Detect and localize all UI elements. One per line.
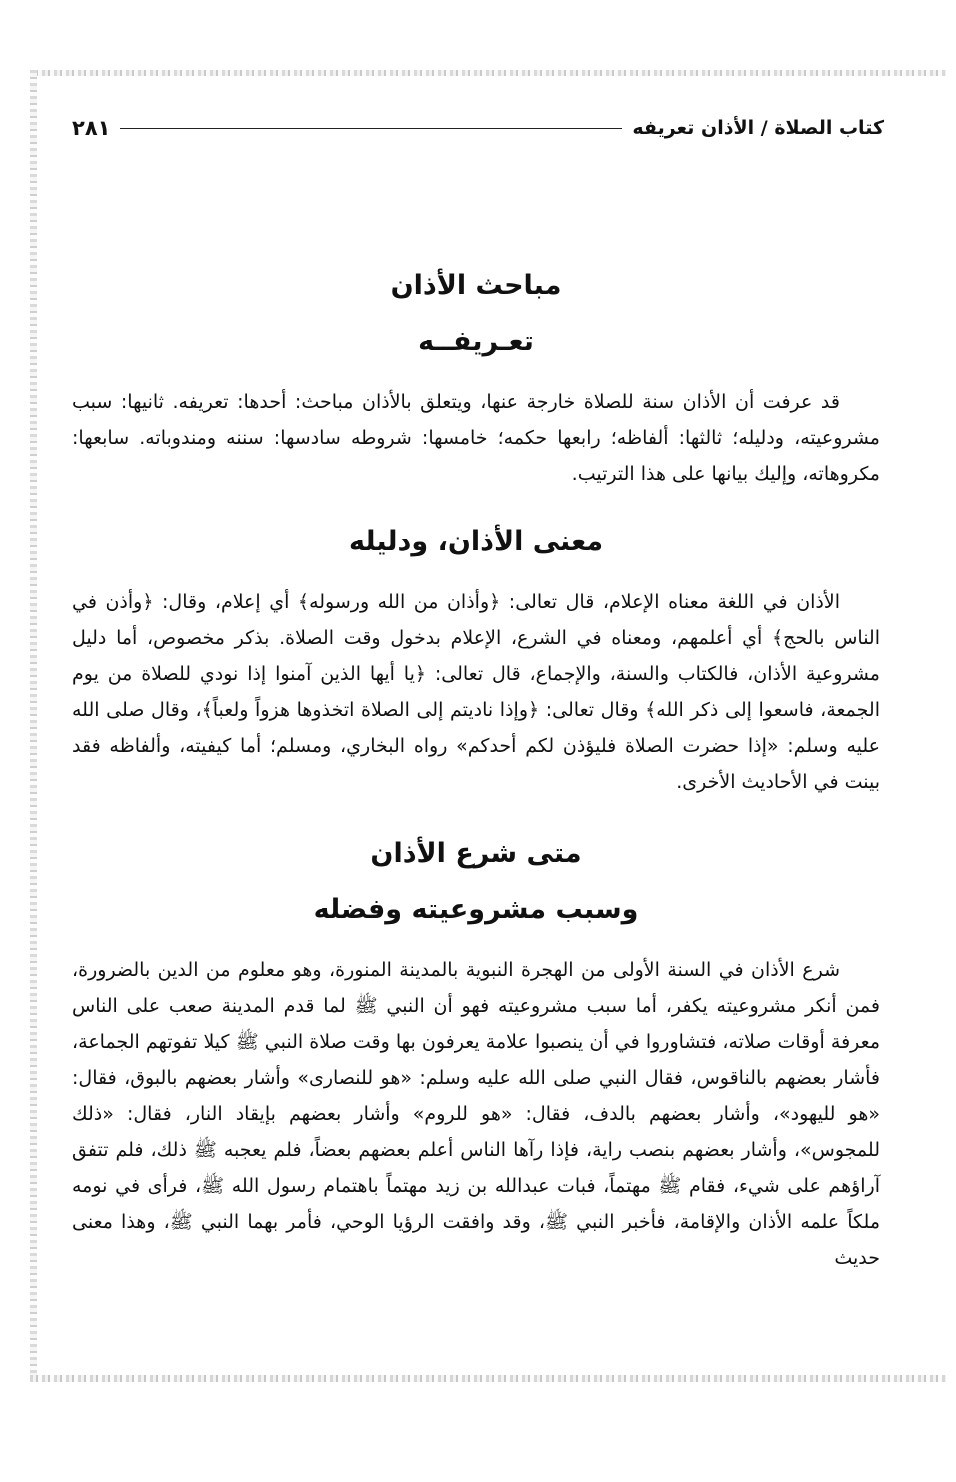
paragraph-history: شرع الأذان في السنة الأولى من الهجرة النبوية بالمدينة المنورة، وهو معلوم من الدين بالضرورة، فمن أنكر مشروعيته يكفر، أما سبب مشروعيته فهو أن النبي ﷺ لما قدم المدينة صعب على الناس معرفة أوقات صلاته، فتشاوروا في أن ينصبوا علامة يعرفون بها وقت صلاة النبي ﷺ كيلا تفوتهم الجماعة، فأشار بعضهم بالناقوس، فقال النبي صلى الله عليه وسلم: «هو للنصارى» وأشار بعضهم بالبوق، فقال: «هو لليهود»، وأشار بعضهم بالدف، فقال: «هو للروم» وأشار بعضهم بإيقاد النار، فقال: «ذلك للمجوس»، وأشار بعضهم بنصب راية، فإذا رآها الناس أعلم بعضهم بعضاً، فلم يعجبه ﷺ ذلك، فلم تتفق آراؤهم على شيء، فقام ﷺ مهتماً، فبات عبدالله بن زيد مهتماً باهتمام رسول الله ﷺ، فرأى في نومه ملكاً علمه الأذان والإقامة، فأخبر النبي ﷺ، وقد وافقت الرؤيا الوحي، فأمر بهما النبي ﷺ، وهذا معنى حديث xyxy=(72,959,880,1269)
page-body xyxy=(72,258,880,1276)
section-subtitle-definition: تعـريفــه xyxy=(418,326,534,357)
scan-border-top xyxy=(30,70,946,76)
page-number: ٢٨١ xyxy=(72,116,111,140)
paragraph-intro: قد عرفت أن الأذان سنة للصلاة خارجة عنها، ويتعلق بالأذان مباحث: أحدها: تعريفه. ثانيها: سبب مشروعيته، ودليله؛ ثالثها: ألفاظه؛ رابعها حكمه؛ خامسها: شروطه سادسها: سننه ومندوباته. سابعها: مكروهاته، وإليك بيانها على هذا الترتيب. xyxy=(72,391,880,485)
section-subtitle-reason: وسبب مشروعيته وفضله xyxy=(313,894,639,925)
scan-border-bottom xyxy=(30,1375,946,1382)
section-title-when-legislated: متى شرع الأذان xyxy=(370,838,582,869)
section-title-meaning: معنى الأذان، ودليله xyxy=(348,526,604,557)
header-rule xyxy=(120,128,622,129)
page-header xyxy=(72,108,884,148)
scan-border-left xyxy=(30,70,37,1382)
paragraph-meaning: الأذان في اللغة معناه الإعلام، قال تعالى: ﴿وأذان من الله ورسوله﴾ أي إعلام، وقال: ﴿وأذن في الناس بالحج﴾ أي أعلمهم، ومعناه في الشرع، الإعلام بدخول وقت الصلاة. بذكر مخصوص، أما دليل مشروعية الأذان، فالكتاب والسنة، والإجماع، قال تعالى: ﴿يا أيها الذين آمنوا إذا نودي للصلاة من يوم الجمعة، فاسعوا إلى ذكر الله﴾ وقال تعالى: ﴿وإذا ناديتم إلى الصلاة اتخذوها هزواً ولعباً﴾، وقال صلى الله عليه وسلم: «إذا حضرت الصلاة فليؤذن لكم أحدكم» رواه البخاري، ومسلم؛ أما كيفيته، وألفاظه فقد بينت في الأحاديث الأخرى. xyxy=(72,591,880,793)
section-title-adhan-topics: مباحث الأذان xyxy=(390,270,562,301)
running-title: كتاب الصلاة / الأذان تعريفه xyxy=(632,117,884,139)
